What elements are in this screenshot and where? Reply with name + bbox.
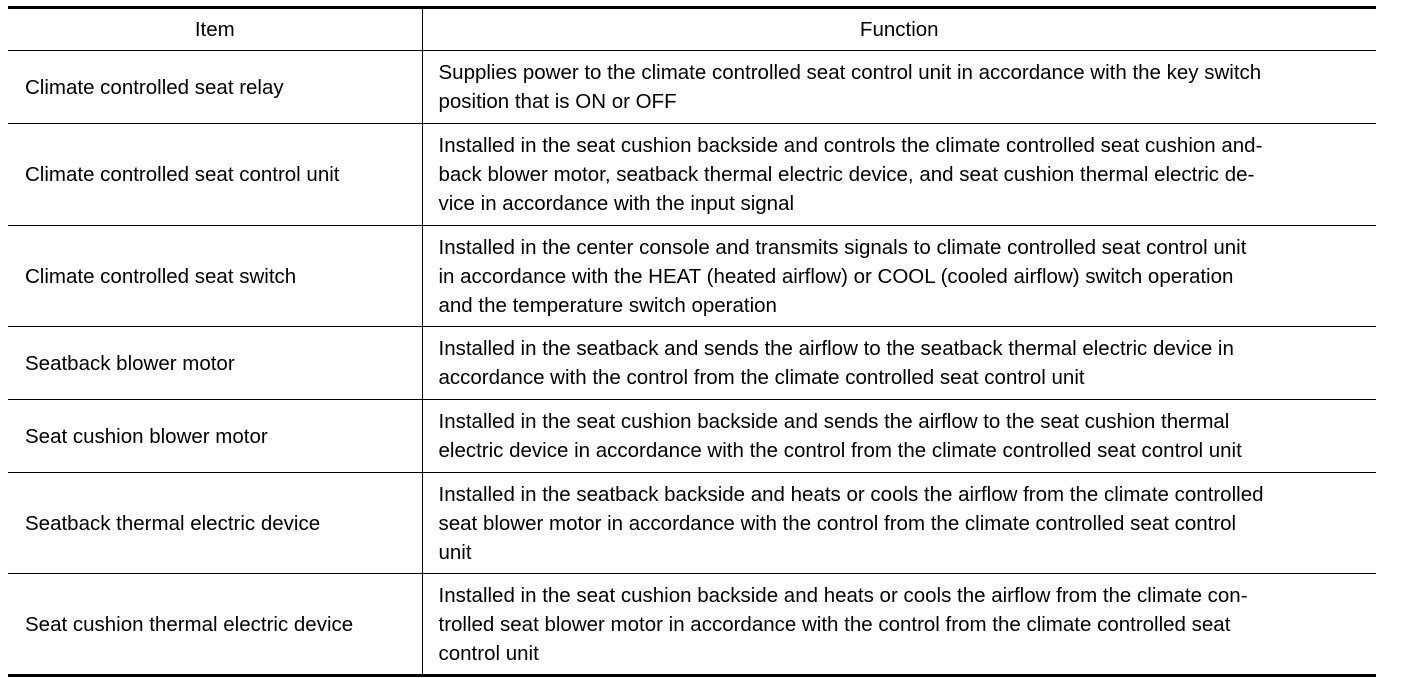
function-line: Installed in the seat cushion backside and controls the climate controlled seat cushion and- <box>438 134 1263 157</box>
function-line: control unit <box>438 641 539 665</box>
function-line: unit <box>438 540 472 564</box>
function-line: Installed in the seatback backside and heats or cools the airflow from the climate controlled <box>438 482 1264 506</box>
component-function-table-container <box>8 6 1376 677</box>
table-header-row <box>8 8 1376 51</box>
function-line: and the temperature switch operation <box>438 293 777 317</box>
row-item-seatback-blower-motor: Seatback blower motor <box>25 351 235 375</box>
row-function-cell <box>422 226 1376 327</box>
header-item: Item <box>194 18 235 41</box>
function-line: back blower motor, seatback thermal electric device, and seat cushion thermal electric de- <box>438 163 1255 186</box>
function-line: Installed in the seat cushion backside and heats or cools the airflow from the climate con- <box>438 583 1248 607</box>
row-function-cell <box>422 327 1376 400</box>
function-line: Supplies power to the climate controlled seat control unit in accordance with the key switch <box>438 61 1262 84</box>
row-function-cell <box>422 124 1376 226</box>
row-item-climate-controlled-seat-switch: Climate controlled seat switch <box>25 264 297 288</box>
row-function-cell <box>422 574 1376 676</box>
header-function: Function <box>422 8 1376 51</box>
function-line: seat blower motor in accordance with the control from the climate controlled seat control <box>438 511 1237 535</box>
function-line: Installed in the center console and transmits signals to climate controlled seat control unit <box>438 235 1247 259</box>
row-function-cell <box>422 51 1376 124</box>
component-function-table <box>8 6 1376 677</box>
row-item-seat-cushion-blower-motor: Seat cushion blower motor <box>25 424 268 448</box>
table-row <box>8 226 1376 327</box>
table-row <box>8 327 1376 400</box>
function-line: Installed in the seatback and sends the airflow to the seatback thermal electric device in <box>438 337 1234 360</box>
function-line: position that is ON or OFF <box>438 90 677 113</box>
table-row <box>8 574 1376 676</box>
function-line: electric device in accordance with the control from the climate controlled seat control unit <box>438 439 1242 462</box>
function-line: accordance with the control from the climate controlled seat control unit <box>438 366 1085 389</box>
row-function-cell <box>422 400 1376 473</box>
row-item-climate-controlled-seat-control-unit: Climate controlled seat control unit <box>25 163 340 186</box>
table-row <box>8 400 1376 473</box>
row-item-seatback-thermal-electric-device: Seatback thermal electric device <box>25 511 321 535</box>
function-line: vice in accordance with the input signal <box>438 192 795 215</box>
row-item-seat-cushion-thermal-electric-device: Seat cushion thermal electric device <box>25 612 354 636</box>
table-row <box>8 51 1376 124</box>
function-line: Installed in the seat cushion backside and sends the airflow to the seat cushion thermal <box>438 410 1230 433</box>
table-row <box>8 473 1376 574</box>
function-line: in accordance with the HEAT (heated airflow) or COOL (cooled airflow) switch operation <box>438 264 1234 288</box>
row-function-cell <box>422 473 1376 574</box>
row-item-climate-controlled-seat-relay: Climate controlled seat relay <box>25 75 284 99</box>
function-line: trolled seat blower motor in accordance with the control from the climate controlled seat <box>438 612 1231 636</box>
table-row <box>8 124 1376 226</box>
